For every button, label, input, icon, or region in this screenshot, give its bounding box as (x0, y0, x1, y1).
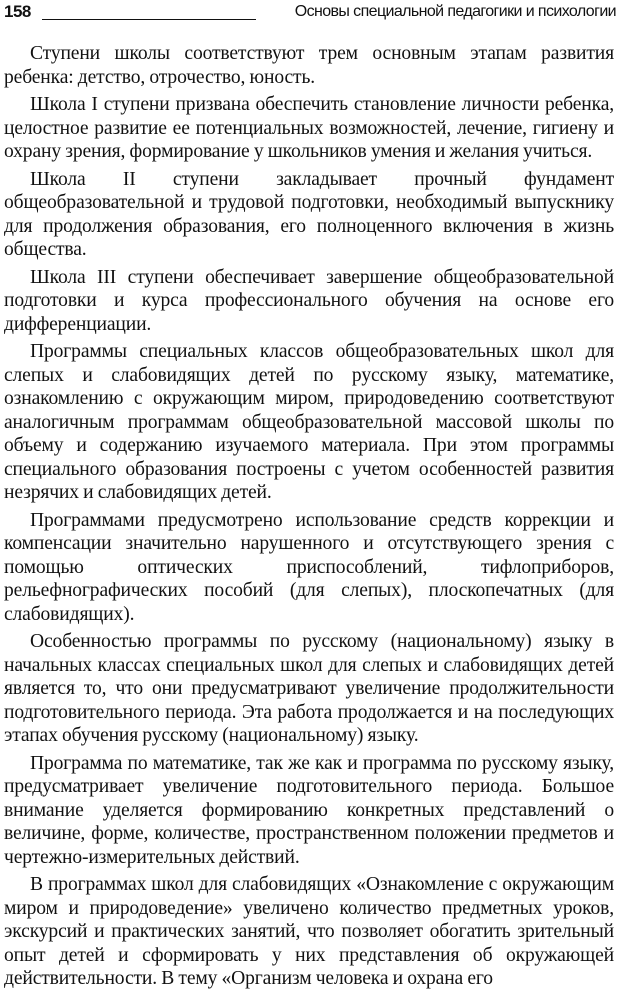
paragraph-9: В программах школ для слабовидящих «Ознакомление с окружающим миром и природоведение» увеличено количество предметных уроков, экскурсий и практических занятий, что позволяет обогатить зрительный опыт детей и сформировать у них представления об окружающей действительности. В тему «Организм человека и охрана его (4, 874, 614, 989)
paragraph-5: Программы специальных классов общеобразовательных школ для слепых и слабовидящих детей по русскому языку, математике, ознакомлению с окружающим миром, природоведению соответствуют аналогичным программам общеобразовательной массовой школы по объему и содержанию изучаемого материала. При этом программы специального образования построены с учетом особенностей развития незрячих и слабовидящих детей. (4, 341, 614, 503)
paragraph-3: Школа II ступени закладывает прочный фундамент общеобразовательной и трудовой подготовки, необходимый выпускнику для продолжения образования, его полноценного включения в жизнь общества. (4, 168, 614, 260)
paragraph-7: Особенностью программы по русскому (национальному) языку в начальных классах специальных школ для слепых и слабовидящих детей является то, что они предусматривают увеличение продолжительности подготовительного периода. Эта работа продолжается и на последующих этапах обучения русскому (национальному) языку. (4, 631, 614, 746)
paragraph-1: Ступени школы соответствуют трем основным этапам развития ребенка: детство, отрочество, юность. (4, 43, 614, 88)
paragraph-4: Школа III ступени обеспечивает завершение общеобразовательной подготовки и курса профессионального обучения на основе его дифференциации. (4, 266, 614, 335)
page-number: 158 (4, 2, 31, 21)
running-title: Основы специальной педагогики и психологии (294, 3, 616, 20)
header-rule (42, 19, 256, 20)
paragraph-8: Программа по математике, так же как и программа по русскому языку, предусматривает увеличение подготовительного периода. Большое внимание уделяется формированию конкретных представлений о величине, форме, количестве, пространственном положении предметов и чертежно-измерительных действий. (4, 752, 614, 868)
page-header (4, 2, 616, 24)
body-text (4, 42, 614, 995)
paragraph-6: Программами предусмотрено использование средств коррекции и компенсации значительно нарушенного и отсутствующего зрения с помощью оптических приспособлений, тифлоприборов, рельефнографических пособий (для слепых), плоскопечатных (для слабовидящих). (4, 509, 614, 625)
paragraph-2: Школа I ступени призвана обеспечить становление личности ребенка, целостное развитие ее потенциальных возможностей, лечение, гигиену и охрану зрения, формирование у школьников умения и желания учиться. (4, 94, 614, 162)
